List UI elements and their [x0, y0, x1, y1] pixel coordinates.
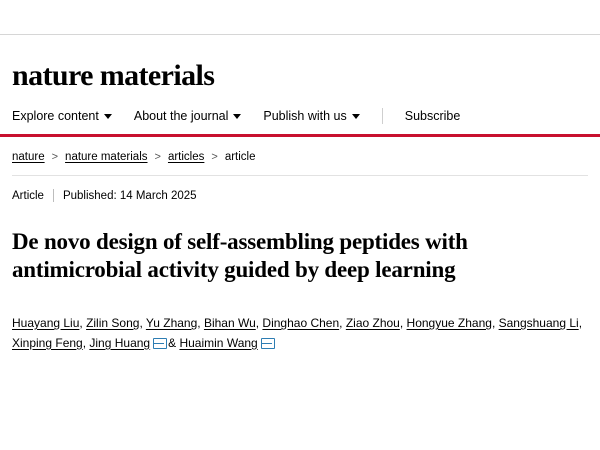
breadcrumb	[0, 137, 600, 175]
author-name[interactable]: Xinping Feng	[12, 335, 83, 350]
breadcrumb-separator-icon: >	[154, 151, 161, 163]
author-sep: ,	[79, 315, 87, 330]
page-content	[0, 34, 600, 390]
author-name[interactable]: Zilin Song	[86, 315, 140, 330]
author-name[interactable]: Huayang Liu	[12, 315, 80, 330]
article-meta	[0, 176, 600, 202]
breadcrumb-item-nature[interactable]: nature	[12, 151, 45, 163]
chevron-down-icon	[233, 114, 241, 119]
author-name[interactable]: Hongyue Zhang	[406, 315, 492, 330]
top-margin	[0, 0, 600, 34]
publication-date: Published: 14 March 2025	[62, 189, 197, 202]
meta-divider	[53, 189, 54, 202]
chevron-down-icon	[352, 114, 360, 119]
nav-divider	[382, 108, 383, 124]
nav-item-label: Explore content	[12, 109, 99, 123]
breadcrumb-separator-icon: >	[51, 151, 59, 163]
author-sep: ,	[399, 315, 407, 330]
author-sep: ,	[491, 315, 499, 330]
author-sep: ,	[82, 335, 90, 350]
author-name[interactable]: Huaimin Wang	[179, 335, 258, 350]
author-conjunction: &	[168, 335, 177, 350]
nav-item-about-the-journal[interactable]	[134, 109, 242, 123]
main-nav	[0, 97, 600, 127]
nav-item-publish-with-us[interactable]	[263, 109, 359, 123]
author-name[interactable]: Ziao Zhou	[345, 315, 400, 330]
bottom-margin	[0, 390, 600, 450]
article-type: Article	[12, 189, 44, 202]
author-name[interactable]: Bihan Wu	[203, 315, 256, 330]
author-name[interactable]: Dinghao Chen	[262, 315, 340, 330]
author-name[interactable]: Yu Zhang	[145, 315, 198, 330]
journal-logo[interactable]: nature materials	[12, 59, 215, 92]
author-sep: ,	[339, 315, 346, 330]
page-title: De novo design of self-assembling peptides with antimicrobial activity guided by deep learning	[12, 229, 468, 283]
author-sep: ,	[197, 315, 204, 330]
nav-item-subscribe[interactable]	[405, 109, 461, 123]
breadcrumb-item-nature-materials[interactable]: nature materials	[65, 151, 148, 163]
nav-item-label: Publish with us	[263, 109, 347, 123]
envelope-icon[interactable]	[153, 338, 167, 349]
nav-item-explore-content[interactable]	[12, 109, 112, 123]
nav-item-label: About the journal	[133, 109, 229, 123]
author-sep: ,	[139, 315, 146, 330]
nav-item-label: Subscribe	[404, 109, 461, 123]
author-list	[0, 300, 600, 354]
envelope-icon[interactable]	[261, 338, 275, 349]
masthead	[0, 35, 600, 97]
author-name[interactable]: Sangshuang Li	[498, 315, 579, 330]
breadcrumb-separator-icon: >	[211, 151, 218, 163]
author-name[interactable]: Jing Huang	[89, 335, 151, 350]
breadcrumb-item-article: article	[224, 151, 256, 163]
chevron-down-icon	[104, 114, 112, 119]
author-sep: ,	[255, 315, 263, 330]
author-sep: ,	[578, 315, 583, 330]
breadcrumb-item-articles[interactable]: articles	[167, 151, 205, 163]
